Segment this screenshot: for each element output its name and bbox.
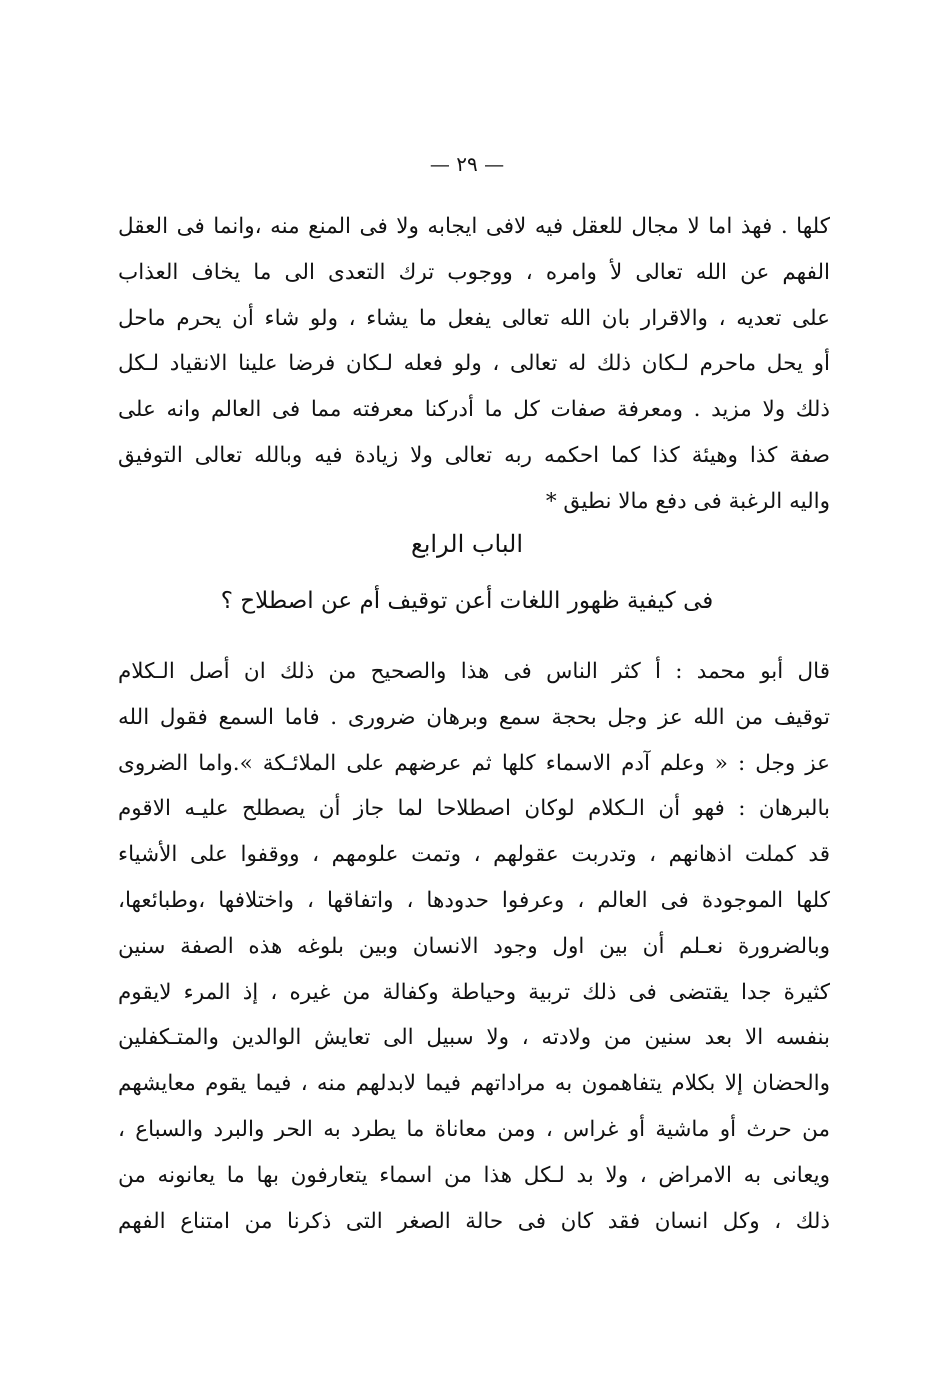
text-line: على تعديه ، والاقرار بان الله تعالى يفعل ما يشاء ، ولو شاء أن يحرم ماحل: [118, 305, 830, 331]
text-line: كثيرة جدا يقتضى فى ذلك تربية وحياطة وكفالة من غيره ، إذ المرء لايقوم: [118, 979, 830, 1005]
text-line: توقيف من الله عز وجل بحجة سمع وبرهان ضرورى . فاما السمع فقول الله: [118, 704, 830, 730]
chapter-subtitle: فى كيفية ظهور اللغات أعن توقيف أم عن اصطلاح ؟: [220, 588, 714, 614]
text-line: عز وجل : « وعلم آدم الاسماء كلها ثم عرضهم على الملائـكة ».واما الضروى: [118, 750, 830, 776]
text-line: والحضان إلا بكلام يتفاهمون به مراداتهم فيما لابدلهم منه ، فيما يقوم معايشهم: [118, 1071, 830, 1097]
text-line: ذلك ولا مزيد . ومعرفة صفات كل ما أدركنا معرفته مما فى العالم وانه على: [118, 397, 830, 423]
text-line: ذلك ، وكل انسان فقد كان فى حالة الصغر التى ذكرنا من امتناع الفهم: [118, 1208, 830, 1234]
text-line: بنفسه الا بعد سنين من ولادته ، ولا سبيل الى تعايش الوالدين والمتـكفلين: [118, 1025, 830, 1051]
chapter-title: الباب الرابع: [410, 530, 524, 558]
paragraph-continuation: [118, 204, 830, 525]
text-line: كلها . فهذ اما لا مجال للعقل فيه لافى ايجابه ولا فى المنع منه ،وانما فى العقل: [118, 214, 830, 239]
text-line: من حرث أو ماشية أو غراس ، ومن معاناة ما يطرد به الحر والبرد والسباع ،: [118, 1116, 830, 1142]
page-number: — ٢٩ —: [429, 152, 505, 176]
text-line: أو يحل ماحرم لـكان ذلك له تعالى ، ولو فعله لـكان فرضا علينا الانقياد لـكل: [118, 351, 830, 377]
text-line: كلها الموجودة فى العالم ، وعرفوا حدودها ، واتفاقها ، واختلافها ،وطبائعها،: [118, 887, 830, 913]
text-line: الفهم عن الله تعالى لأ وامره ، ووجوب ترك التعدى الى ما يخاف العذاب: [118, 259, 830, 285]
text-line: وبالضرورة نعـلم أن بين اول وجود الانسان وبين بلوغه هذه الصفة سنين: [118, 933, 830, 959]
text-line: قد كملت اذهانهم ، وتدربت عقولهم ، وتمت علومهم ، ووقفوا على الأشياء: [118, 842, 830, 868]
text-line: قال أبو محمد : أ كثر الناس فى هذا والصحيح من ذلك ان أصل الـكلام: [118, 659, 830, 684]
text-line: واليه الرغبة فى دفع مالا نطيق *: [545, 488, 830, 514]
text-line: بالبرهان : فهو أن الـكلام لوكان اصطلاحا لما جاز أن يصطلح عليـه الاقوم: [118, 796, 830, 822]
chapter-body-paragraph: [118, 649, 830, 1244]
text-line: ويعانى به الامراض ، ولا بد لـكل هذا من اسماء يتعارفون بها ما يعانونه من: [118, 1162, 830, 1188]
text-line: صفة كذا وهيئة كذا كما احكمه ربه تعالى ولا زيادة فيه وبالله تعالى التوفيق: [118, 442, 830, 468]
